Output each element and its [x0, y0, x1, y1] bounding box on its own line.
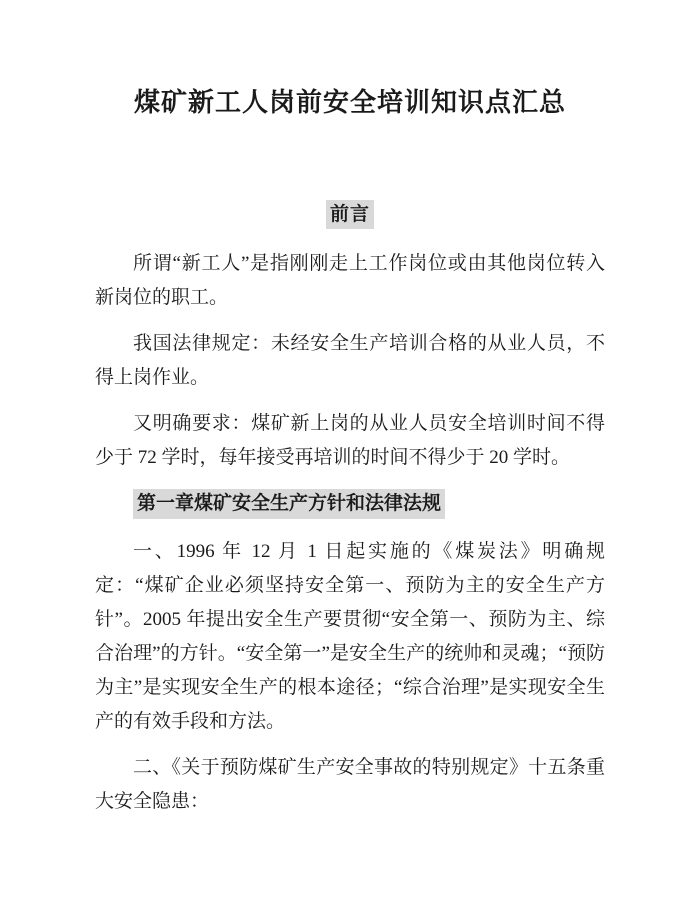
paragraph-chapter1-2: 二、《关于预防煤矿生产安全事故的特别规定》十五条重大安全隐患： [95, 757, 605, 812]
chapter-heading-row [95, 489, 605, 519]
preface-heading: 前言 [326, 200, 374, 229]
paragraph-preface-2: 我国法律规定：未经安全生产培训合格的从业人员，不得上岗作业。 [95, 333, 605, 388]
paragraph-preface-1: 所谓“新工人”是指刚刚走上工作岗位或由其他岗位转入新岗位的职工。 [95, 253, 605, 308]
chapter-heading: 第一章煤矿安全生产方针和法律法规 [133, 489, 445, 519]
preface-heading-row [95, 200, 605, 229]
paragraph-chapter1-1: 一、1996 年 12 月 1 日起实施的《煤炭法》明确规定：“煤矿企业必须坚持安全第一、预防为主的安全生产方针”。2005 年提出安全生产要贯彻“安全第一、预防为主、综合治理”的方针。“安全第一”是安全生产的统帅和灵魂；“预防为主”是实现安全生产的根本途径；“综合治理”是实现安全生产的有效手段和方法。 [95, 541, 605, 732]
document-title: 煤矿新工人岗前安全培训知识点汇总 [133, 88, 566, 117]
paragraph-preface-3: 又明确要求：煤矿新上岗的从业人员安全培训时间不得少于 72 学时，每年接受再培训的时间不得少于 20 学时。 [95, 413, 605, 468]
